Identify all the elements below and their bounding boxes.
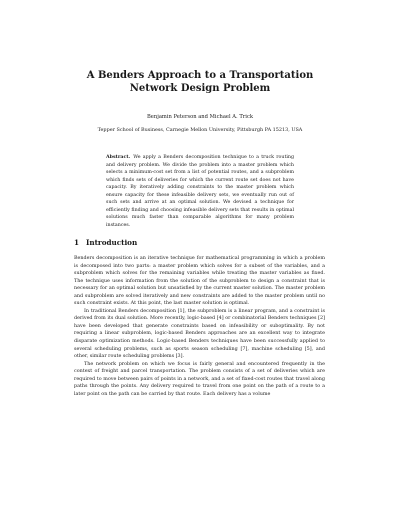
body-paragraph-3: The network problem on which we focus is fairly general and encountered frequently in the context of freight and parcel transportation. The problem consists of a set of deliveries which are required to move between pairs of points in a network, and a set of fixed-cost routes that travel along paths through the points. Any delivery required to travel from one point on the path of a route to a later point on the path can be carried by that route. Each delivery has a volume	[74, 360, 325, 397]
section-heading-introduction	[74, 238, 137, 247]
paper-title-line-1: A Benders Approach to a Transportation	[86, 70, 314, 81]
body-paragraph-2: In traditional Benders decomposition [1], the subproblem is a linear program, and a constraint is derived from its dual solution. More recently, logic-based [4] or combinatorial Benders techniques [2] have been developed that generate constraints based on infeasibility or suboptimality. By not requiring a linear subproblem, logic-based Benders approaches are an excellent way to integrate disparate optimization methods. Logic-based Benders techniques have been successfully applied to several scheduling problems, such as sports season scheduling [7], machine scheduling [5], and other, similar route scheduling problems [3].	[74, 307, 325, 360]
abstract-text: We apply a Benders decomposition technique to a truck routing and delivery problem. We divide the problem into a master problem which selects a minimum-cost set from a list of potential routes, and a subproblem which finds sets of deliveries for which the current route set does not have capacity. By iteratively adding constraints to the master problem which ensure capacity for these infeasible delivery sets, we eventually run out of such sets and arrive at an optimal solution. We devised a technique for efficiently finding and choosing infeasible delivery sets that results in optimal solutions much faster than comparable algorithms for many problem instances.	[106, 155, 294, 228]
body-paragraph-1: Benders decomposition is an iterative technique for mathematical programming in which a problem is decomposed into two parts: a master problem which solves for a subset of the variables, and a subproblem which solves for the remaining variables while treating the master variables as fixed. The technique uses information from the solution of the subproblem to design a constraint that is necessary for an optimal solution but unsatisfied by the current master solution. The master problem and subproblem are solved iteratively and new constraints are added to the master problem until no such constraint exists. At this point, the last master solution is optimal.	[74, 255, 325, 307]
abstract	[106, 154, 294, 229]
abstract-label: Abstract.	[106, 155, 131, 160]
introduction-body	[74, 255, 325, 398]
author-affiliation: Tepper School of Business, Carnegie Mellon University, Pittsburgh PA 15213, USA	[97, 127, 303, 133]
author-names: Benjamin Peterson and Michael A. Trick	[146, 114, 253, 120]
section-number: 1	[74, 238, 80, 247]
paper-title-line-2: Network Design Problem	[129, 82, 271, 94]
paper-title	[60, 70, 340, 95]
section-title: Introduction	[86, 238, 138, 247]
